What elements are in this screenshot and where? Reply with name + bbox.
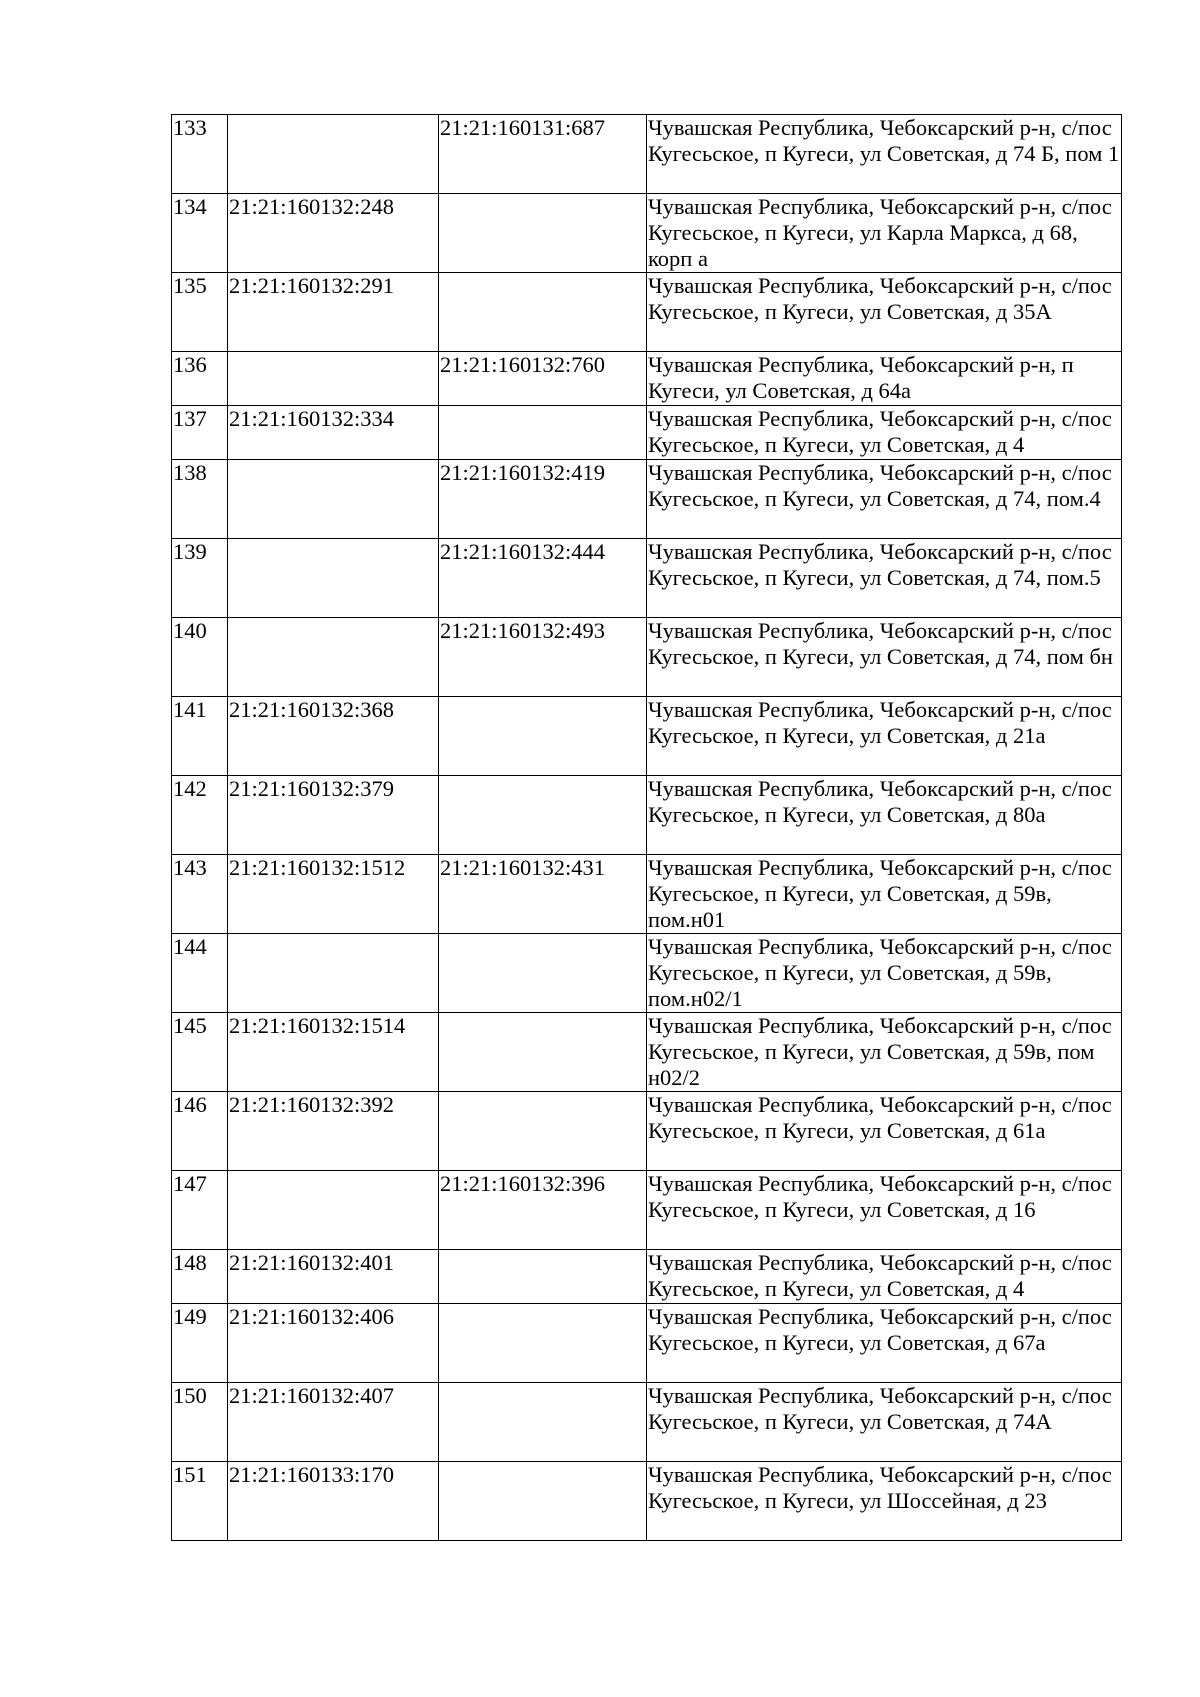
row-number-cell: 141: [172, 697, 228, 776]
object-cadastral-cell: 21:21:160132:444: [439, 539, 647, 618]
object-cadastral-cell: [439, 697, 647, 776]
object-cadastral-cell: 21:21:160132:431: [439, 855, 647, 934]
address-cell: Чувашская Республика, Чебоксарский р-н, с/пос Кугесьское, п Кугеси, ул Советская, д 74, пом бн: [647, 618, 1122, 697]
address-cell: Чувашская Республика, Чебоксарский р-н, п Кугеси, ул Советская, д 64а: [647, 352, 1122, 406]
table-row: [172, 1250, 1122, 1304]
table-row: [172, 194, 1122, 273]
object-cadastral-cell: [439, 1250, 647, 1304]
object-cadastral-cell: [439, 273, 647, 352]
table-row: [172, 1171, 1122, 1250]
table-row: [172, 934, 1122, 1013]
object-cadastral-cell: 21:21:160132:419: [439, 460, 647, 539]
row-number-cell: 150: [172, 1383, 228, 1462]
row-number-cell: 148: [172, 1250, 228, 1304]
land-cadastral-cell: [228, 539, 439, 618]
table-row: [172, 776, 1122, 855]
address-cell: Чувашская Республика, Чебоксарский р-н, с/пос Кугесьское, п Кугеси, ул Карла Маркса, д 68, корп а: [647, 194, 1122, 273]
land-cadastral-cell: 21:21:160132:406: [228, 1304, 439, 1383]
land-cadastral-cell: 21:21:160132:368: [228, 697, 439, 776]
row-number-cell: 134: [172, 194, 228, 273]
table-row: [172, 539, 1122, 618]
land-cadastral-cell: 21:21:160132:1512: [228, 855, 439, 934]
row-number-cell: 137: [172, 406, 228, 460]
object-cadastral-cell: [439, 776, 647, 855]
table-row: [172, 855, 1122, 934]
object-cadastral-cell: 21:21:160132:760: [439, 352, 647, 406]
row-number-cell: 135: [172, 273, 228, 352]
property-registry-table: [171, 114, 1122, 1541]
address-cell: Чувашская Республика, Чебоксарский р-н, с/пос Кугесьское, п Кугеси, ул Советская, д 59в, пом.н02/1: [647, 934, 1122, 1013]
row-number-cell: 138: [172, 460, 228, 539]
object-cadastral-cell: [439, 194, 647, 273]
table-row: [172, 1092, 1122, 1171]
table-row: [172, 618, 1122, 697]
land-cadastral-cell: 21:21:160132:1514: [228, 1013, 439, 1092]
land-cadastral-cell: 21:21:160133:170: [228, 1462, 439, 1541]
address-cell: Чувашская Республика, Чебоксарский р-н, с/пос Кугесьское, п Кугеси, ул Советская, д 35А: [647, 273, 1122, 352]
object-cadastral-cell: [439, 1383, 647, 1462]
row-number-cell: 143: [172, 855, 228, 934]
row-number-cell: 149: [172, 1304, 228, 1383]
table-row: [172, 406, 1122, 460]
land-cadastral-cell: [228, 460, 439, 539]
object-cadastral-cell: [439, 1092, 647, 1171]
table-row: [172, 697, 1122, 776]
object-cadastral-cell: 21:21:160132:396: [439, 1171, 647, 1250]
object-cadastral-cell: [439, 1013, 647, 1092]
address-cell: Чувашская Республика, Чебоксарский р-н, с/пос Кугесьское, п Кугеси, ул Советская, д 21а: [647, 697, 1122, 776]
table-row: [172, 460, 1122, 539]
land-cadastral-cell: 21:21:160132:248: [228, 194, 439, 273]
address-cell: Чувашская Республика, Чебоксарский р-н, с/пос Кугесьское, п Кугеси, ул Советская, д 80а: [647, 776, 1122, 855]
row-number-cell: 133: [172, 115, 228, 194]
object-cadastral-cell: 21:21:160131:687: [439, 115, 647, 194]
land-cadastral-cell: 21:21:160132:401: [228, 1250, 439, 1304]
row-number-cell: 140: [172, 618, 228, 697]
object-cadastral-cell: [439, 1462, 647, 1541]
land-cadastral-cell: 21:21:160132:291: [228, 273, 439, 352]
table-row: [172, 1462, 1122, 1541]
table-row: [172, 1013, 1122, 1092]
address-cell: Чувашская Республика, Чебоксарский р-н, с/пос Кугесьское, п Кугеси, ул Советская, д 59в, пом.н01: [647, 855, 1122, 934]
address-cell: Чувашская Республика, Чебоксарский р-н, с/пос Кугесьское, п Кугеси, ул Советская, д 74 Б, пом 1: [647, 115, 1122, 194]
land-cadastral-cell: [228, 934, 439, 1013]
address-cell: Чувашская Республика, Чебоксарский р-н, с/пос Кугесьское, п Кугеси, ул Советская, д 67а: [647, 1304, 1122, 1383]
table-row: [172, 352, 1122, 406]
address-cell: Чувашская Республика, Чебоксарский р-н, с/пос Кугесьское, п Кугеси, ул Шоссейная, д 23: [647, 1462, 1122, 1541]
object-cadastral-cell: [439, 406, 647, 460]
address-cell: Чувашская Республика, Чебоксарский р-н, с/пос Кугесьское, п Кугеси, ул Советская, д 4: [647, 1250, 1122, 1304]
table-row: [172, 1304, 1122, 1383]
land-cadastral-cell: [228, 618, 439, 697]
address-cell: Чувашская Республика, Чебоксарский р-н, с/пос Кугесьское, п Кугеси, ул Советская, д 59в, пом н02/2: [647, 1013, 1122, 1092]
land-cadastral-cell: 21:21:160132:379: [228, 776, 439, 855]
row-number-cell: 144: [172, 934, 228, 1013]
row-number-cell: 136: [172, 352, 228, 406]
land-cadastral-cell: [228, 115, 439, 194]
row-number-cell: 139: [172, 539, 228, 618]
row-number-cell: 142: [172, 776, 228, 855]
address-cell: Чувашская Республика, Чебоксарский р-н, с/пос Кугесьское, п Кугеси, ул Советская, д 61а: [647, 1092, 1122, 1171]
land-cadastral-cell: 21:21:160132:334: [228, 406, 439, 460]
address-cell: Чувашская Республика, Чебоксарский р-н, с/пос Кугесьское, п Кугеси, ул Советская, д 4: [647, 406, 1122, 460]
address-cell: Чувашская Республика, Чебоксарский р-н, с/пос Кугесьское, п Кугеси, ул Советская, д 74А: [647, 1383, 1122, 1462]
table-row: [172, 1383, 1122, 1462]
row-number-cell: 147: [172, 1171, 228, 1250]
table-row: [172, 115, 1122, 194]
land-cadastral-cell: [228, 1171, 439, 1250]
row-number-cell: 151: [172, 1462, 228, 1541]
table-row: [172, 273, 1122, 352]
row-number-cell: 145: [172, 1013, 228, 1092]
address-cell: Чувашская Республика, Чебоксарский р-н, с/пос Кугесьское, п Кугеси, ул Советская, д 74, пом.5: [647, 539, 1122, 618]
address-cell: Чувашская Республика, Чебоксарский р-н, с/пос Кугесьское, п Кугеси, ул Советская, д 74, пом.4: [647, 460, 1122, 539]
land-cadastral-cell: 21:21:160132:407: [228, 1383, 439, 1462]
row-number-cell: 146: [172, 1092, 228, 1171]
land-cadastral-cell: [228, 352, 439, 406]
object-cadastral-cell: [439, 934, 647, 1013]
land-cadastral-cell: 21:21:160132:392: [228, 1092, 439, 1171]
object-cadastral-cell: [439, 1304, 647, 1383]
address-cell: Чувашская Республика, Чебоксарский р-н, с/пос Кугесьское, п Кугеси, ул Советская, д 16: [647, 1171, 1122, 1250]
object-cadastral-cell: 21:21:160132:493: [439, 618, 647, 697]
